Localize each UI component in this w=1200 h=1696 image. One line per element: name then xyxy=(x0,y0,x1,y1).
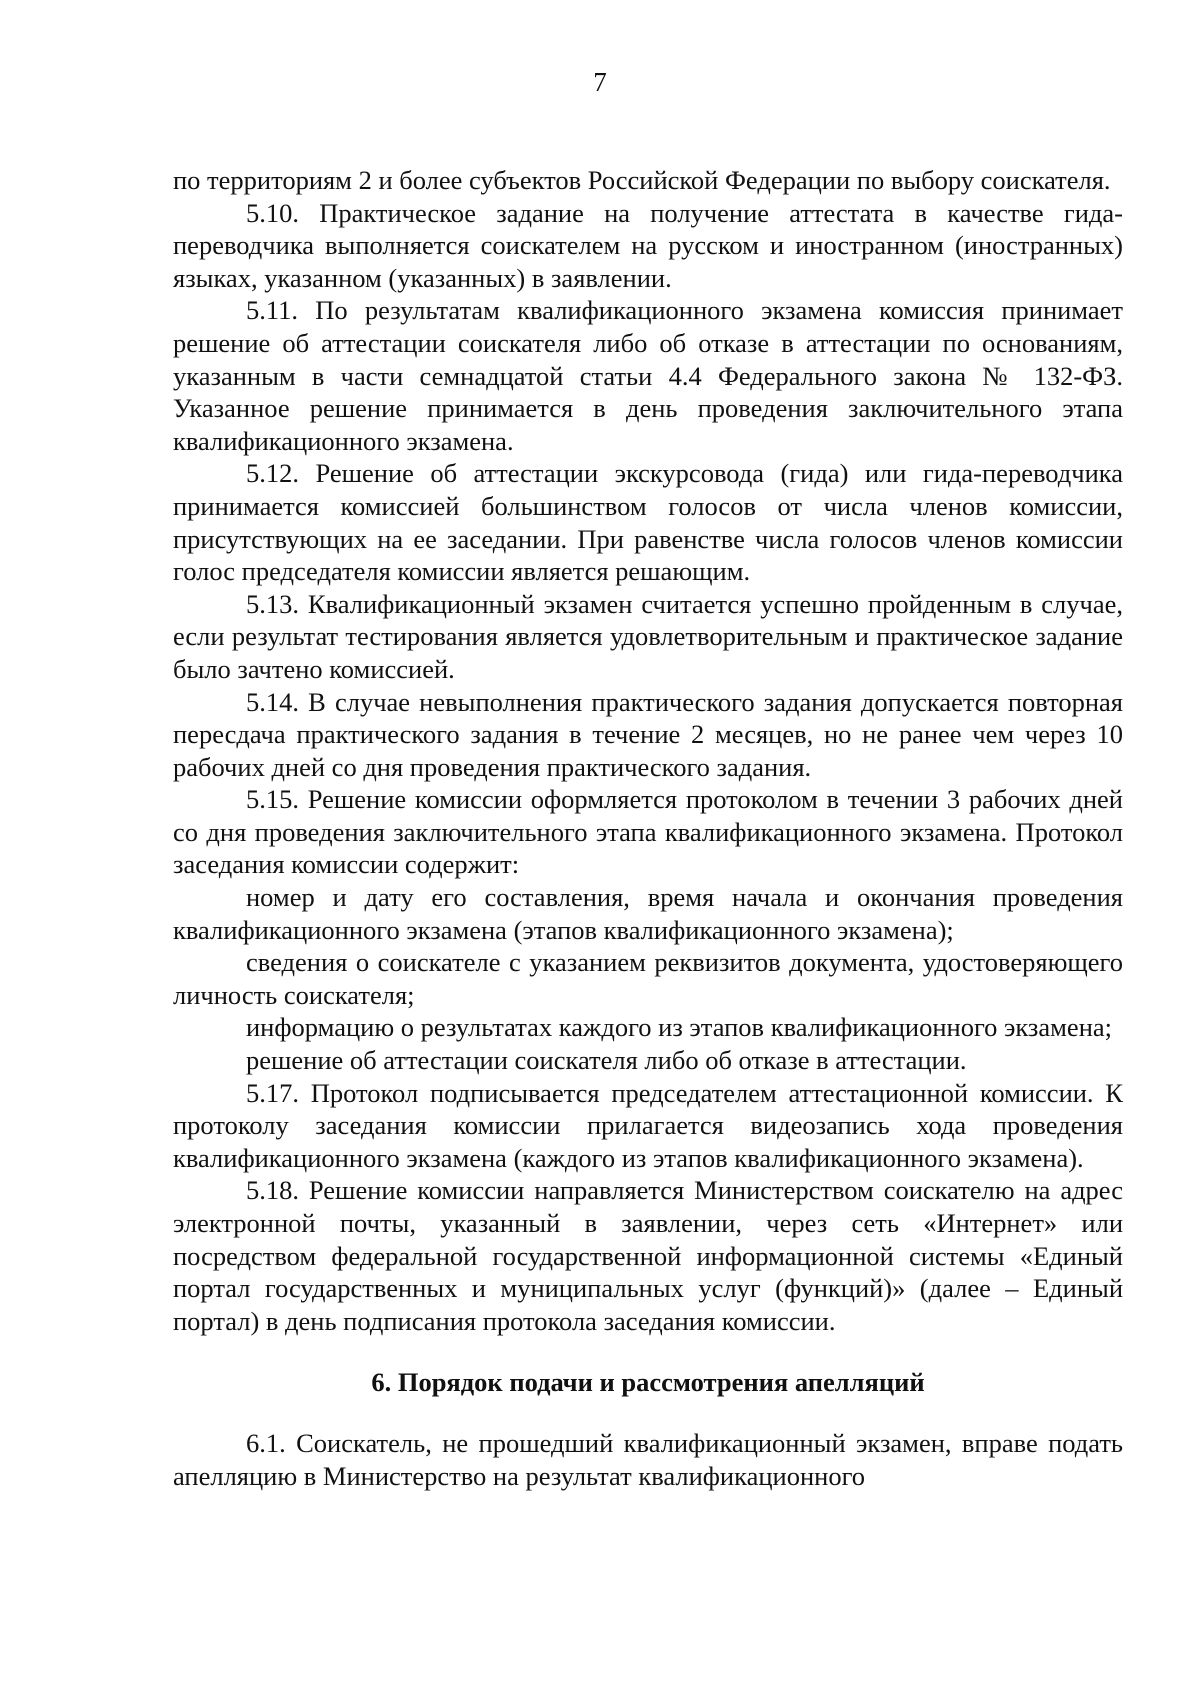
page-number: 7 xyxy=(593,67,607,97)
paragraph-5-14: 5.14. В случае невыполнения практического задания допускается повторная пересдача практического задания в течение 2 месяцев, но не ранее чем через 10 рабочих дней со дня проведения практического задания. xyxy=(173,686,1123,782)
document-body xyxy=(173,164,1123,1492)
paragraph-5-13: 5.13. Квалификационный экзамен считается успешно пройденным в случае, если результат тестирования является удовлетворительным и практическое задание было зачтено комиссией. xyxy=(173,588,1123,684)
paragraph-6-1: 6.1. Соискатель, не прошедший квалификационный экзамен, вправе подать апелляцию в Министерство на результат квалификационного xyxy=(173,1427,1123,1491)
paragraph-5-10: 5.10. Практическое задание на получение аттестата в качестве гида-переводчика выполняется соискателем на русском и иностранном (иностранных) языках, указанном (указанных) в заявлении. xyxy=(173,197,1123,293)
protocol-item-applicant-info: сведения о соискателе с указанием реквизитов документа, удостоверяющего личность соискателя; xyxy=(173,947,1123,1010)
paragraph-continuation: по территориям 2 и более субъектов Российской Федерации по выбору соискателя. xyxy=(173,165,1111,195)
paragraph-5-11: 5.11. По результатам квалификационного экзамена комиссия принимает решение об аттестации соискателя либо об отказе в аттестации по основаниям, указанным в части семнадцатой статьи 4.4 Федерального закона № 132-ФЗ. Указанное решение принимается в день проведения заключительного этапа квалификационного экзамена. xyxy=(173,295,1123,456)
protocol-item-decision: решение об аттестации соискателя либо об отказе в аттестации. xyxy=(246,1045,967,1076)
protocol-item-number-date: номер и дату его составления, время начала и окончания проведения квалификационного экзамена (этапов квалификационного экзамена); xyxy=(173,882,1123,945)
paragraph-5-18: 5.18. Решение комиссии направляется Министерством соискателю на адрес электронной почты, указанный в заявлении, через сеть «Интернет» или посредством федеральной государственной информационной системы «Единый портал государственных и муниципальных услуг (функций)» (далее – Единый портал) в день подписания протокола заседания комиссии. xyxy=(173,1175,1123,1336)
paragraph-5-15: 5.15. Решение комиссии оформляется протоколом в течении 3 рабочих дней со дня проведения заключительного этапа квалификационного экзамена. Протокол заседания комиссии содержит: xyxy=(173,784,1123,880)
section-heading: 6. Порядок подачи и рассмотрения апелляций xyxy=(371,1367,925,1398)
paragraph-5-17: 5.17. Протокол подписывается председателем аттестационной комиссии. К протоколу заседания комиссии прилагается видеозапись хода проведения квалификационного экзамена (каждого из этапов квалификационного экзамена). xyxy=(173,1077,1123,1173)
protocol-item-stage-results: информацию о результатах каждого из этапов квалификационного экзамена; xyxy=(246,1012,1112,1043)
paragraph-5-12: 5.12. Решение об аттестации экскурсовода (гида) или гида-переводчика принимается комиссией большинством голосов от числа членов комиссии, присутствующих на ее заседании. При равенстве числа голосов членов комиссии голос председателя комиссии является решающим. xyxy=(173,458,1123,587)
